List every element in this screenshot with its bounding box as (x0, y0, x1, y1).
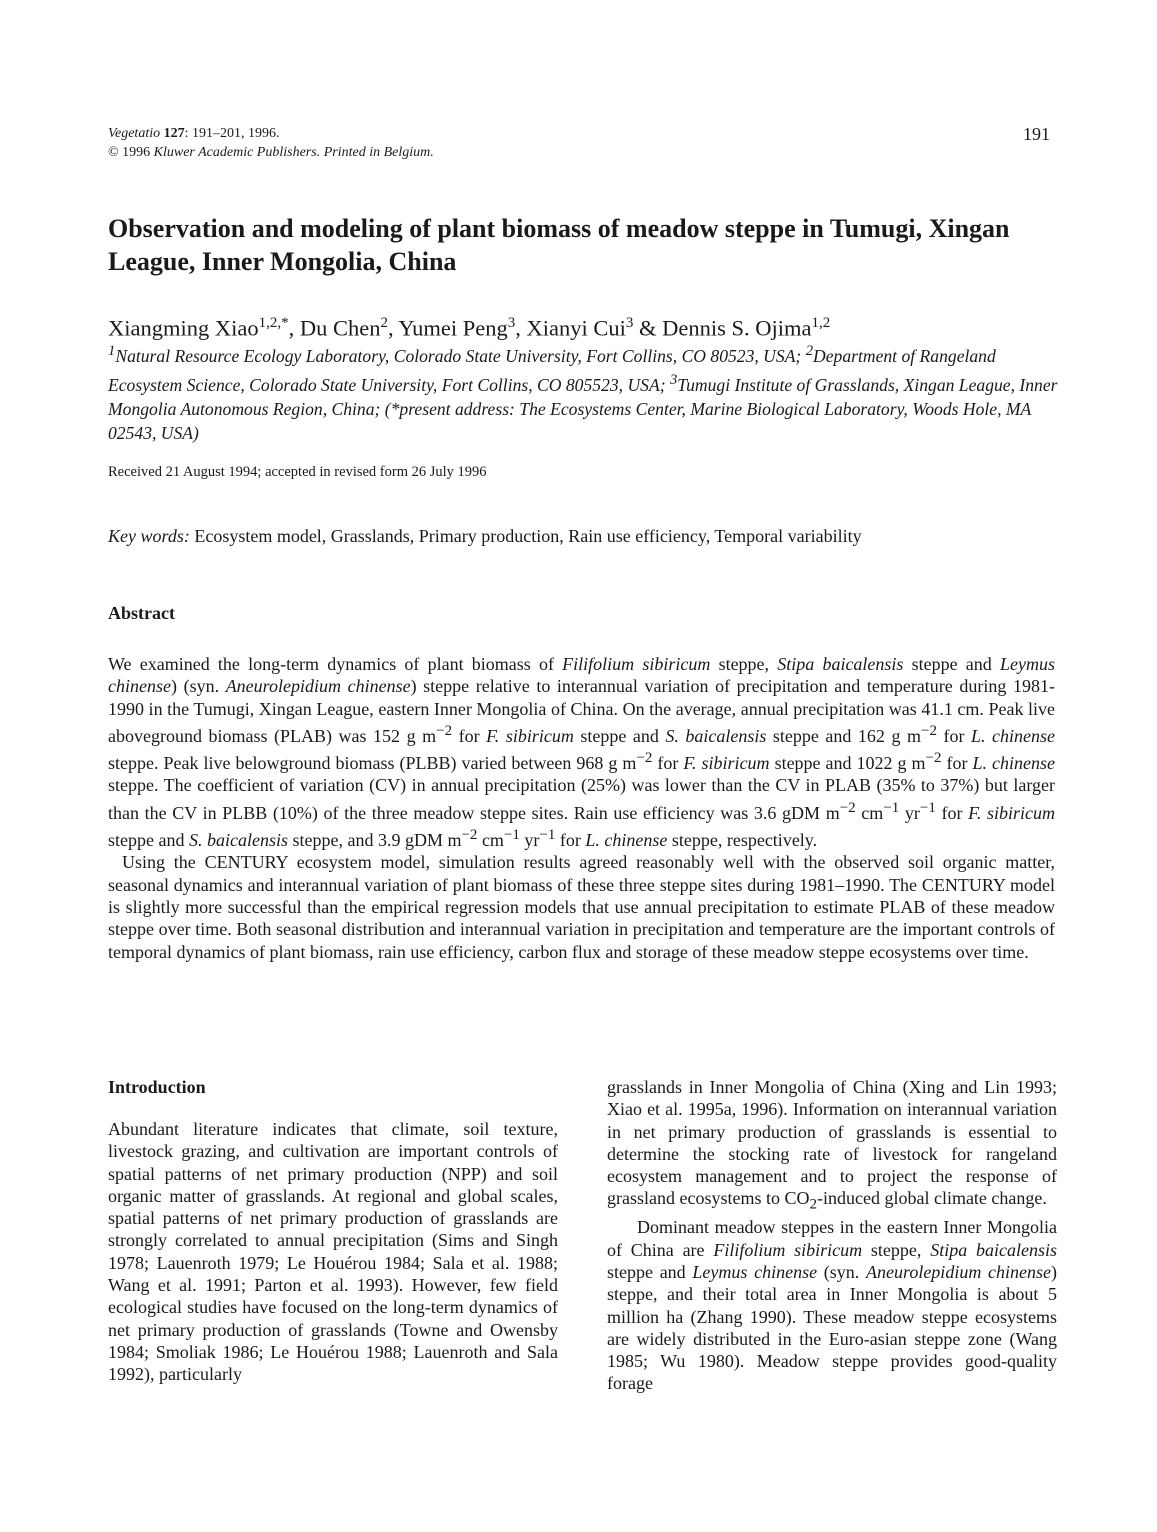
text-run: steppe and (108, 830, 189, 851)
author-separator: & (633, 315, 663, 341)
text-run: steppe and (903, 654, 1000, 674)
species-name: F. sibiricum (968, 802, 1055, 823)
author: Du Chen (299, 315, 381, 341)
species-name: F. sibiricum (683, 753, 770, 774)
affiliation: Department of Rangeland Ecosystem Science, Colorado State University, Fort Collins, CO 805523, USA; (108, 345, 996, 395)
affil-sup: 2 (805, 343, 814, 359)
unit-exponent: −1 (503, 827, 520, 844)
text-run: steppe and (573, 725, 666, 746)
species-name: S. baicalensis (665, 725, 767, 746)
subscript: 2 (809, 1197, 817, 1214)
species-name: Filifolium sibiricum (713, 1239, 863, 1260)
species-name: L. chinense (972, 753, 1055, 774)
column-left (108, 1076, 558, 1386)
author: Xiangming Xiao (108, 315, 259, 341)
author-separator: , (387, 315, 399, 341)
text-run: for (936, 725, 971, 746)
author-affil-sup: 1,2,* (258, 315, 289, 331)
abstract-paragraph-2: Using the CENTURY ecosystem model, simulation results agreed reasonably well with the observed soil organic matter, seasonal dynamics and interannual variation of plant biomass of these three steppe sites during 1981–1990. The CENTURY model is slightly more successful than the empirical regression models that use annual precipitation to estimate PLAB of these meadow steppe over time. Both seasonal distribution and interannual variation in precipitation and temperature are the important controls of temporal dynamics of plant biomass, rain use efficiency, carbon flux and storage of these meadow steppe ecosystems over time. (108, 852, 1055, 962)
intro-paragraph-continued (607, 1076, 1057, 1216)
affil-sup: 1 (108, 343, 116, 359)
author-affil-sup: 3 (625, 315, 634, 331)
affiliation: Natural Resource Ecology Laboratory, Colorado State University, Fort Collins, CO 80523, USA; (115, 345, 806, 366)
unit-exponent: −2 (636, 750, 653, 767)
species-name: L. chinense (971, 725, 1056, 746)
author: Xianyi Cui (526, 315, 626, 341)
affil-sup: 3 (669, 371, 678, 388)
text-run: steppe, respectively. (667, 830, 818, 851)
text-run: yr (899, 802, 920, 823)
journal-volume: 127 (163, 126, 185, 141)
page-number: 191 (1023, 124, 1050, 144)
journal-name: Vegetatio (108, 126, 161, 141)
text-run: ) (syn. (170, 676, 226, 697)
text-run: ) steppe, and their total area in Inner Mongolia is about 5 million ha (Zhang 1990). These meadow steppe ecosystems are widely distributed in the Euro-asian steppe zone (Wang 1985; Wu 1980). Meadow steppe provides good-quality forage (607, 1261, 1057, 1394)
author: Dennis S. Ojima (662, 315, 812, 341)
unit-exponent: −2 (436, 722, 453, 739)
species-name: Aneurolepidium chinense (225, 676, 411, 697)
author-affil-sup: 3 (507, 315, 516, 331)
text-run: for (935, 802, 969, 823)
unit-exponent: −1 (539, 827, 556, 844)
species-name: Leymus chinense (108, 654, 1055, 697)
affiliations (108, 339, 1068, 445)
received-dates: Received 21 August 1994; accepted in revised form 26 July 1996 (108, 464, 487, 480)
journal-pages: : 191–201, 1996. (184, 126, 280, 141)
text-run: (syn. (817, 1261, 866, 1282)
author-list (108, 309, 1068, 343)
text-run: steppe. Peak live belowground biomass (PLBB) varied between 968 g m (108, 753, 637, 774)
species-name: Stipa baicalensis (930, 1239, 1058, 1260)
species-name: S. baicalensis (188, 830, 288, 851)
journal-citation (108, 124, 434, 162)
intro-paragraph-2 (607, 1216, 1057, 1394)
text-run: for (555, 830, 586, 851)
text-run: cm (855, 802, 884, 823)
author-separator: , (288, 315, 300, 341)
journal-line (108, 124, 434, 143)
text-run: steppe. The coefficient of variation (CV) in annual precipitation (25%) was lower than the CV in PLAB (35% to 37%) but larger than the CV in PLBB (10%) of the three meadow steppe sites. Rain use efficiency was 3.6 gDM m (108, 775, 1055, 823)
unit-exponent: −1 (883, 799, 900, 816)
text-run: for (652, 753, 684, 774)
copyright-year: 1996 (118, 145, 154, 160)
text-run: -induced global climate change. (816, 1188, 1047, 1209)
unit-exponent: −2 (925, 750, 942, 767)
species-name: L. chinense (585, 830, 668, 851)
text-run: yr (519, 830, 540, 851)
text-run: steppe and (607, 1261, 693, 1282)
affiliation: Tumugi Institute of Grasslands, Xingan League, Inner Mongolia Autonomous Region, China; (*present address: The Ecosystems Center, Marine Biological Laboratory, Woods Hole, MA 02543, USA) (108, 374, 1058, 443)
paper-title: Observation and modeling of plant biomass of meadow steppe in Tumugi, Xingan League, Inner Mongolia, China (108, 214, 1010, 276)
keywords (108, 526, 1068, 547)
copyright-symbol: © (108, 145, 119, 160)
text-run: steppe, (710, 654, 778, 674)
copyright-line (108, 143, 434, 162)
author-affil-sup: 2 (380, 315, 388, 331)
text-run: for (452, 725, 487, 746)
text-run: steppe, (862, 1239, 931, 1260)
text-run: ) steppe relative to interannual variation of precipitation and temperature during 1981-1990 in the Tumugi, Xingan League, eastern Inner Mongolia of China. On the average, annual precipitation was 41.1 cm. Peak live aboveground biomass (PLAB) was 152 g m (108, 676, 1055, 746)
author-separator: , (515, 315, 527, 341)
intro-paragraph-1: Abundant literature indicates that climate, soil texture, livestock grazing, and cultivation are important controls of spatial patterns of net primary production (NPP) and soil organic matter of grasslands. At regional and global scales, spatial patterns of net primary production of grasslands are strongly correlated to annual precipitation (Sims and Singh 1978; Lauenroth 1979; Le Houérou 1984; Sala et al. 1988; Wang et al. 1991; Parton et al. 1993). However, few field ecological studies have focused on the long-term dynamics of net primary production of grasslands (Towne and Owensby 1984; Smoliak 1986; Le Houérou 1988; Lauenroth and Sala 1992), particularly (108, 1119, 558, 1385)
introduction-heading: Introduction (108, 1077, 206, 1097)
text-run: cm (477, 830, 504, 851)
species-name: Aneurolepidium chinense (866, 1261, 1051, 1282)
species-name: Stipa baicalensis (777, 654, 904, 674)
abstract-paragraph-1 (108, 653, 1055, 851)
text-run: steppe, and 3.9 gDM m (287, 830, 462, 851)
author: Yumei Peng (398, 315, 508, 341)
unit-exponent: −2 (920, 722, 937, 739)
unit-exponent: −2 (461, 827, 478, 844)
text-run: steppe and 1022 g m (769, 753, 926, 774)
abstract-body (108, 653, 1055, 963)
text-run: We examined the long-term dynamics of plant biomass of (108, 654, 563, 674)
author-affil-sup: 1,2 (811, 315, 831, 331)
species-name: Filifolium sibiricum (562, 654, 711, 674)
species-name: Leymus chinense (692, 1261, 818, 1282)
keywords-label: Key words: (108, 526, 190, 546)
keywords-text: Ecosystem model, Grasslands, Primary production, Rain use efficiency, Temporal variability (189, 526, 862, 546)
column-right (607, 1076, 1057, 1395)
text-run: grasslands in Inner Mongolia of China (Xing and Lin 1993; Xiao et al. 1995a, 1996). Information on interannual variation in net primary production of grasslands is essential to determine the stocking rate of livestock for rangeland ecosystem management and to project the response of grassland ecosystems to CO (607, 1077, 1057, 1209)
text-run: Dominant meadow steppes in the eastern Inner Mongolia of China are (607, 1217, 1057, 1260)
text-run: steppe and 162 g m (766, 725, 921, 746)
unit-exponent: −1 (919, 799, 936, 816)
abstract-heading: Abstract (108, 603, 175, 623)
unit-exponent: −2 (839, 799, 856, 816)
publisher: Kluwer Academic Publishers. Printed in Belgium. (153, 145, 434, 160)
text-run: for (941, 753, 973, 774)
species-name: F. sibiricum (486, 725, 574, 746)
